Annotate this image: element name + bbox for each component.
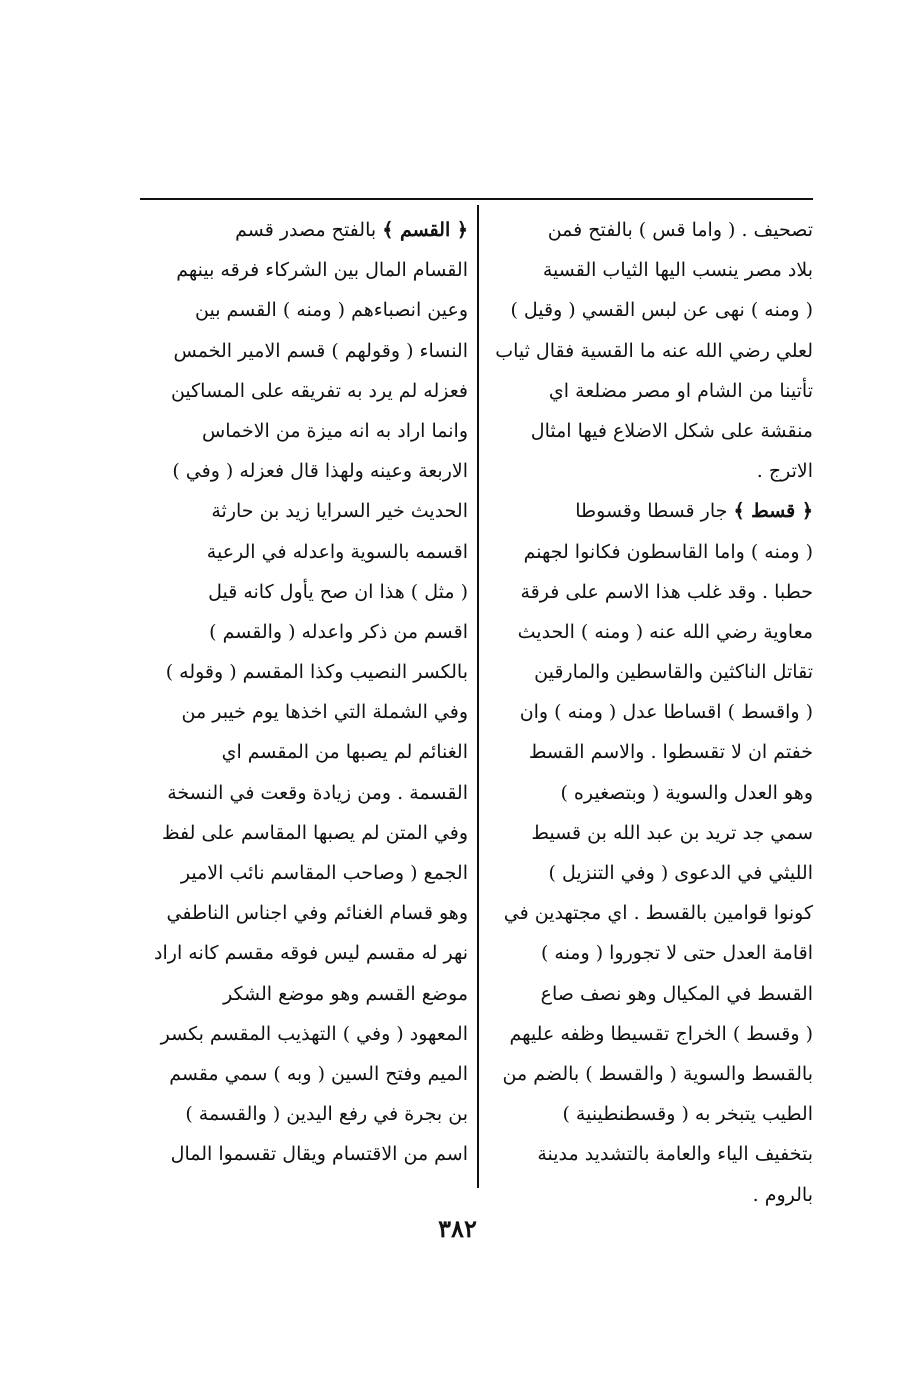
text-line: اقامة العدل حتى لا تجوروا ( ومنه ) [540,942,813,965]
top-rule [140,198,813,200]
text-line: ( واقسط ) اقساطا عدل ( ومنه ) وان [519,701,813,724]
text-line: وهو العدل والسوية ( وبتصغيره ) [560,781,813,804]
text-line: فعزله لم يرد به تفريقه على المساكين [170,379,468,402]
text-line: وفي المتن لم يصبها المقاسم على لفظ [162,821,468,844]
text-line: الجمع ( وصاحب المقاسم نائب الامير [180,862,468,884]
right-column [488,210,813,1215]
text-line: وفي الشملة التي اخذها يوم خيبر من [181,701,468,724]
text-line: حطبا . وقد غلب هذا الاسم على فرقة [520,580,813,603]
text-line: الميم وفتح السين ( وبه ) سمي مقسم [169,1062,468,1085]
page-number: ٣٨٢ [438,1214,477,1243]
text-line: تصحيف . ( واما قس ) بالفتح فمن [547,219,813,241]
text-line: بالكسر النصيب وكذا المقسم ( وقوله ) [165,661,468,684]
column-divider [477,205,479,1188]
text-line: ( ومنه ) واما القاسطون فكانوا لجهنم [523,540,813,563]
text-line: تقاتل الناكثين والقاسطين والمارقين [534,661,813,684]
text-line: نهر له مقسم ليس فوقه مقسم كانه اراد [154,942,468,965]
text-line: ( وقسط ) الخراج تقسيطا وظفه عليهم [509,1022,813,1045]
text-line: ( ومنه ) نهى عن لبس القسي ( وقيل ) [510,299,813,322]
text-line: سمي جد تريد بن عبد الله بن قسيط [531,821,813,844]
entry-text: بالفتح مصدر قسم [235,219,377,241]
text-line: الاربعة وعينه ولهذا قال فعزله ( وفي ) [172,460,468,483]
text-line: موضع القسم وهو موضع الشكر [223,982,468,1005]
text-line: معاوية رضي الله عنه ( ومنه ) الحديث [517,620,813,643]
text-line: وانما اراد به انه ميزة من الاخماس [202,419,468,442]
text-line: وهو قسام الغنائم وفي اجناس الناطفي [166,902,468,925]
text-line: كونوا قوامين بالقسط . اي مجتهدين في [503,902,813,925]
text-line: المعهود ( وفي ) التهذيب المقسم بكسر [160,1022,468,1045]
text-line: اقسم من ذكر واعدله ( والقسم ) [209,620,468,643]
text-line: تأتينا من الشام او مصر مضلعة اي [548,379,813,402]
entry-headword: ﴿ القسم ﴾ [382,219,468,241]
left-column [140,210,468,1175]
text-line: منقشة على شكل الاضلاع فيها امثال [530,419,813,442]
text-line: الغنائم لم يصبها من المقسم اي [221,741,468,764]
text-line: بالقسط والسوية ( والقسط ) بالضم من [502,1062,813,1085]
text-line: القسط في المكيال وهو نصف صاع [540,982,813,1005]
text-line: بن بجرة في رفع اليدين ( والقسمة ) [185,1103,468,1126]
text-line: القسام المال بين الشركاء فرقه بينهم [176,259,468,282]
entry-line [488,491,813,531]
text-line: ( مثل ) هذا ان صح يأول كانه قيل [208,580,468,603]
text-line: الطيب يتبخر به ( وقسطنطينية ) [562,1103,813,1126]
text-line: خفتم ان لا تقسطوا . والاسم القسط [528,741,813,764]
text-line: بلاد مصر ينسب اليها الثياب القسية [542,259,813,282]
entry-text: جار قسطا وقسوطا [575,500,728,523]
text-line: الليثي في الدعوى ( وفي التنزيل ) [548,862,813,884]
text-line: القسمة . ومن زيادة وقعت في النسخة [167,781,468,804]
text-line: بتخفيف الياء والعامة بالتشديد مدينة [537,1143,813,1166]
entry-headword: ﴿ قسط ﴾ [733,500,813,523]
text-line: الحديث خير السرايا زيد بن حارثة [211,500,468,523]
text-line: لعلي رضي الله عنه ما القسية فقال ثياب [495,339,813,362]
text-line: وعين انصباءهم ( ومنه ) القسم بين [195,299,468,322]
entry-line [140,210,468,250]
text-line: النساء ( وقولهم ) قسم الامير الخمس [173,339,468,362]
text-line: الاترج . [756,460,813,483]
text-line: بالروم . [752,1183,813,1206]
text-line: اسم من الاقتسام ويقال تقسموا المال [170,1143,468,1166]
text-line: اقسمه بالسوية واعدله في الرعية [206,540,468,563]
